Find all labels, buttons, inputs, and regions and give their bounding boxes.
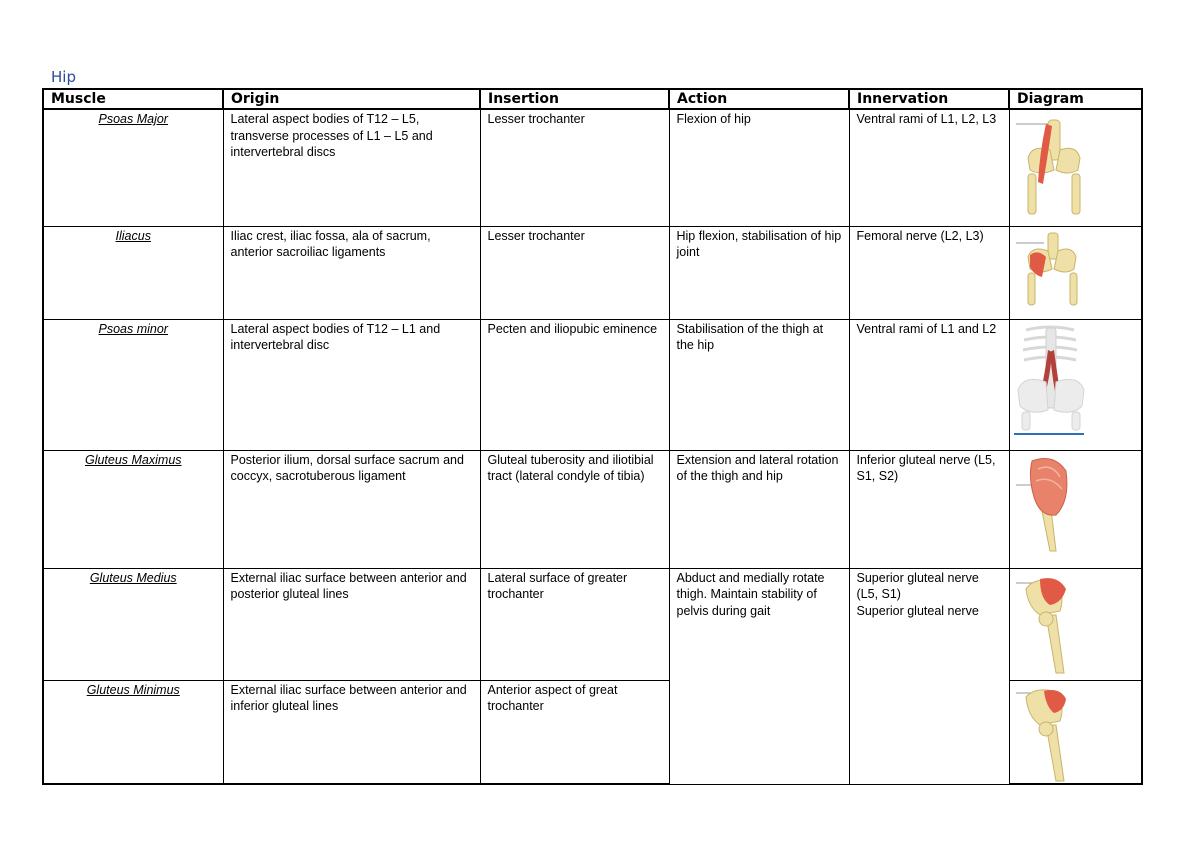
psoas-minor-diagram-icon (1010, 320, 1143, 451)
gluteus-minimus-diagram-icon (1010, 681, 1143, 785)
innervation-cell: Inferior gluteal nerve (L5, S1, S2) (849, 450, 1009, 568)
muscle-name[interactable]: Gluteus Maximus (43, 450, 223, 568)
action-cell: Extension and lateral rotation of the thigh and hip (669, 450, 849, 568)
muscle-name[interactable]: Psoas minor (43, 319, 223, 450)
action-cell: Flexion of hip (669, 109, 849, 226)
origin-cell: Posterior ilium, dorsal surface sacrum and coccyx, sacrotuberous ligament (223, 450, 480, 568)
table-header-row (43, 89, 1142, 109)
insertion-cell: Lesser trochanter (480, 109, 669, 226)
origin-cell: Iliac crest, iliac fossa, ala of sacrum, anterior sacroiliac ligaments (223, 226, 480, 319)
muscle-name[interactable]: Gluteus Minimus (43, 680, 223, 784)
table-row (43, 319, 1142, 450)
action-cell: Stabilisation of the thigh at the hip (669, 319, 849, 450)
diagram-cell (1009, 680, 1142, 784)
insertion-cell: Gluteal tuberosity and iliotibial tract (lateral condyle of tibia) (480, 450, 669, 568)
diagram-cell (1009, 109, 1142, 226)
gluteus-maximus-diagram-icon (1010, 451, 1143, 569)
insertion-cell: Anterior aspect of great trochanter (480, 680, 669, 784)
table-row (43, 568, 1142, 680)
header-insertion: Insertion (480, 89, 669, 109)
page-title: Hip (51, 68, 76, 86)
innervation-cell: Femoral nerve (L2, L3) (849, 226, 1009, 319)
table-row (43, 109, 1142, 226)
innervation-cell: Ventral rami of L1 and L2 (849, 319, 1009, 450)
header-innervation: Innervation (849, 89, 1009, 109)
header-origin: Origin (223, 89, 480, 109)
hip-muscles-table (42, 88, 1143, 785)
table-row (43, 450, 1142, 568)
muscle-name[interactable]: Gluteus Medius (43, 568, 223, 680)
gluteus-medius-diagram-icon (1010, 569, 1143, 681)
insertion-cell: Pecten and iliopubic eminence (480, 319, 669, 450)
diagram-cell (1009, 568, 1142, 680)
diagram-cell (1009, 319, 1142, 450)
action-cell: Abduct and medially rotate thigh. Maintain stability of pelvis during gait (669, 568, 849, 784)
iliacus-diagram-icon (1010, 227, 1143, 320)
origin-cell: External iliac surface between anterior and posterior gluteal lines (223, 568, 480, 680)
action-cell: Hip flexion, stabilisation of hip joint (669, 226, 849, 319)
innervation-cell: Superior gluteal nerve (L5, S1) Superior gluteal nerve (849, 568, 1009, 784)
muscle-name[interactable]: Iliacus (43, 226, 223, 319)
muscle-name[interactable]: Psoas Major (43, 109, 223, 226)
insertion-cell: Lesser trochanter (480, 226, 669, 319)
innervation-cell: Ventral rami of L1, L2, L3 (849, 109, 1009, 226)
origin-cell: Lateral aspect bodies of T12 – L1 and intervertebral disc (223, 319, 480, 450)
origin-cell: External iliac surface between anterior and inferior gluteal lines (223, 680, 480, 784)
diagram-cell (1009, 450, 1142, 568)
psoas-major-diagram-icon (1010, 110, 1143, 227)
header-muscle: Muscle (43, 89, 223, 109)
header-action: Action (669, 89, 849, 109)
insertion-cell: Lateral surface of greater trochanter (480, 568, 669, 680)
diagram-cell (1009, 226, 1142, 319)
table-row (43, 226, 1142, 319)
header-diagram: Diagram (1009, 89, 1142, 109)
origin-cell: Lateral aspect bodies of T12 – L5, transverse processes of L1 – L5 and intervertebral discs (223, 109, 480, 226)
